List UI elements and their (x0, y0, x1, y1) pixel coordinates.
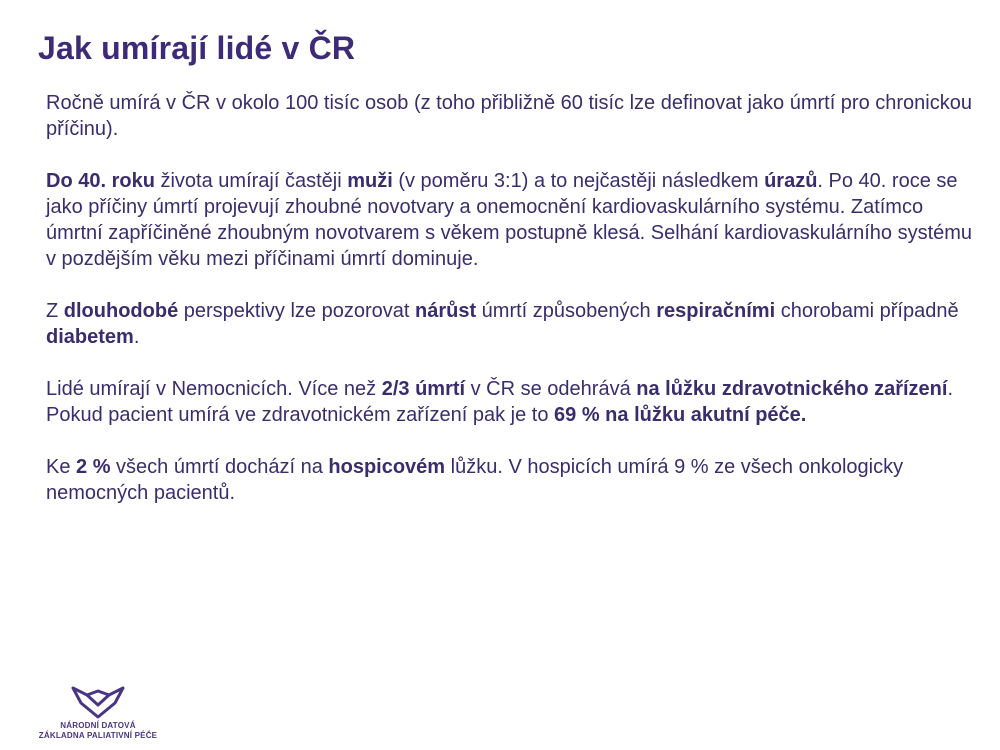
paragraph-age-causes: Do 40. roku života umírají častěji muži (v poměru 3:1) a to nejčastěji následkem úrazů. Po 40. roce se jako příčiny úmrtí projevují zhoubné novotvary a onemocnění kardiovaskulárního systému. Zatímco úmrtní zapříčiněné zhoubným novotvarem s věkem postupně klesá. Selhání kardiovaskulárního systému v pozdějším věku mezi příčinami úmrtí dominuje. (46, 170, 973, 270)
paragraph-long-term: Z dlouhodobé perspektivy lze pozorovat nárůst úmrtí způsobených respiračními chorobami případně diabetem. (46, 300, 959, 348)
page-title: Jak umírají lidé v ČR (38, 30, 356, 66)
body-text (46, 90, 976, 532)
paragraph-hospitals: Lidé umírají v Nemocnicích. Více než 2/3 úmrtí v ČR se odehrává na lůžku zdravotnického zařízení. Pokud pacient umírá ve zdravotnickém zařízení pak je to 69 % na lůžku akutní péče. (46, 378, 954, 426)
bird-wings-icon (71, 685, 125, 719)
logo-text: NÁRODNÍ DATOVÁ ZÁKLADNA PALIATIVNÍ PÉČE (38, 721, 158, 740)
paragraph-annual-deaths: Ročně umírá v ČR v okolo 100 tisíc osob (z toho přibližně 60 tisíc lze definovat jako úmrtí pro chronickou příčinu). (46, 92, 972, 140)
paragraph-hospice: Ke 2 % všech úmrtí dochází na hospicovém lůžku. V hospicích umírá 9 % ze všech onkologicky nemocných pacientů. (46, 456, 904, 504)
logo (38, 685, 158, 741)
